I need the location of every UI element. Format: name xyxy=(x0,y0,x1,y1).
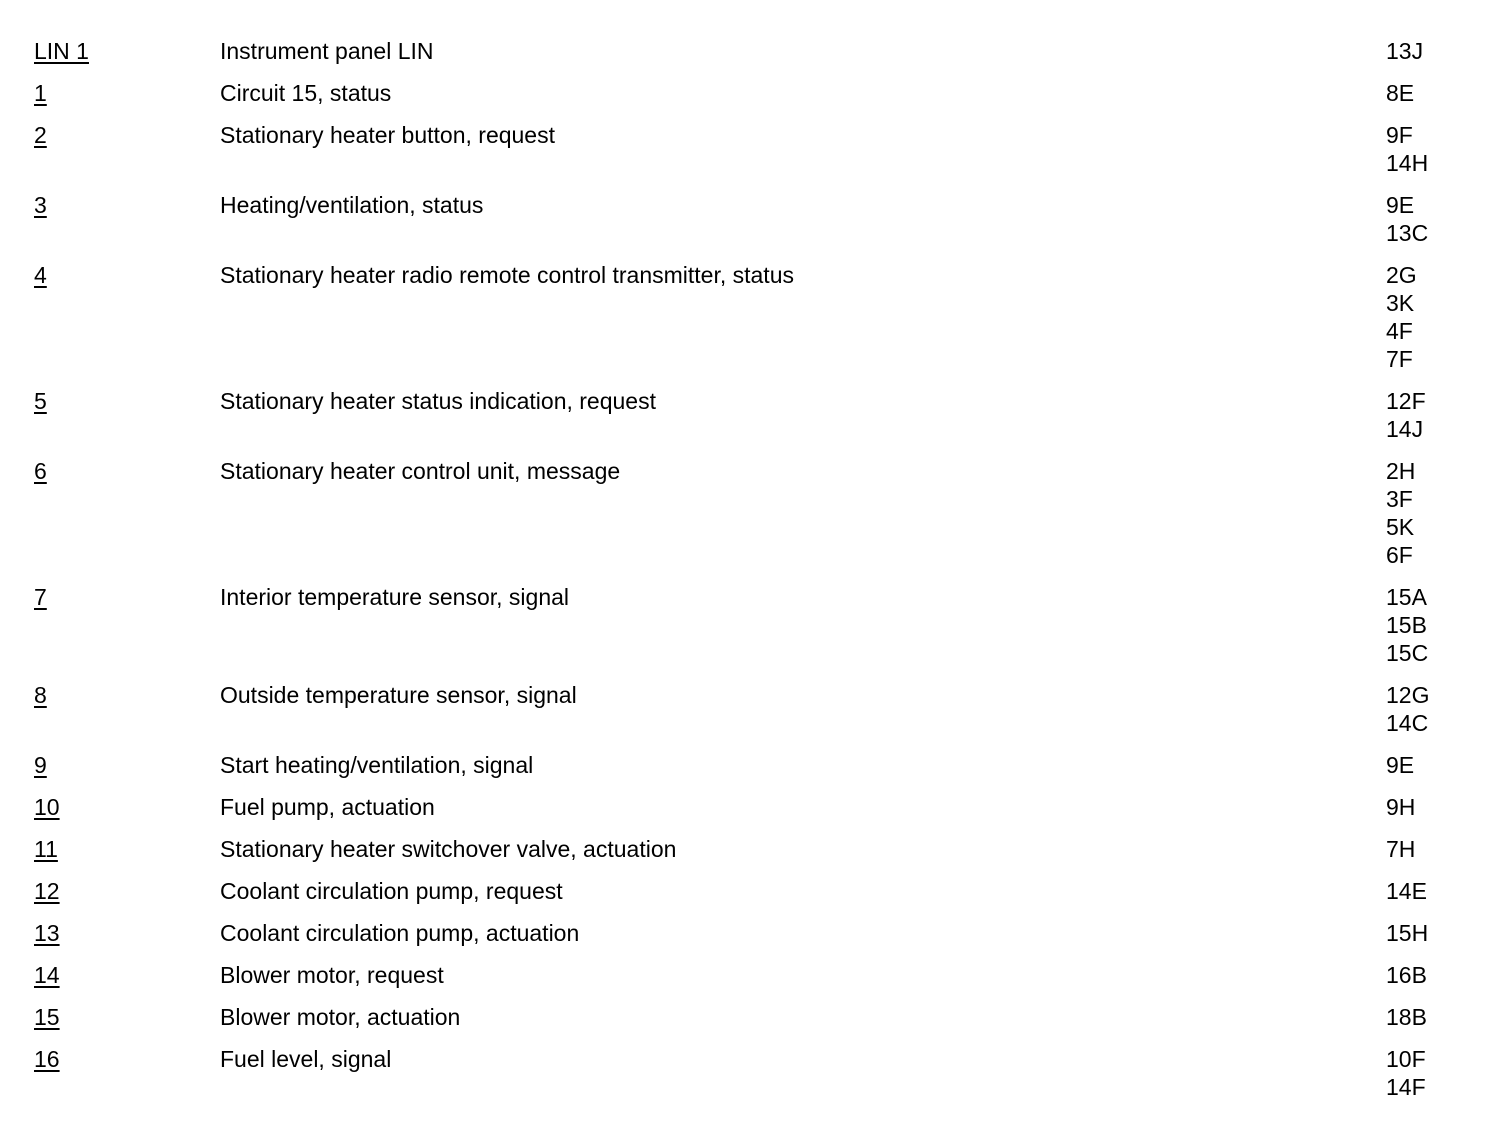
signal-id-link[interactable]: 6 xyxy=(34,458,47,484)
signal-description: Fuel pump, actuation xyxy=(220,794,435,820)
legend-row xyxy=(34,751,1474,793)
legend-row xyxy=(34,37,1474,79)
signal-id-link[interactable]: 16 xyxy=(34,1046,60,1072)
grid-reference: 15B xyxy=(1386,612,1427,638)
signal-description: Coolant circulation pump, request xyxy=(220,878,563,904)
grid-reference: 3K xyxy=(1386,290,1415,316)
signal-description: Instrument panel LIN xyxy=(220,38,434,64)
grid-reference: 12F xyxy=(1386,388,1426,414)
signal-description: Interior temperature sensor, signal xyxy=(220,584,570,610)
signal-description: Stationary heater radio remote control transmitter, status xyxy=(220,262,794,288)
signal-id-link[interactable]: 4 xyxy=(34,262,47,288)
grid-reference-list xyxy=(1386,191,1474,247)
grid-reference: 13C xyxy=(1386,220,1429,246)
grid-reference-list xyxy=(1386,37,1474,65)
grid-reference: 14H xyxy=(1386,150,1429,176)
grid-reference: 14J xyxy=(1386,416,1424,442)
signal-id-link[interactable]: 2 xyxy=(34,122,47,148)
grid-reference: 12G xyxy=(1386,682,1430,708)
signal-id-link[interactable]: 1 xyxy=(34,80,47,106)
signal-description: Stationary heater button, request xyxy=(220,122,555,148)
grid-reference-list xyxy=(1386,387,1474,443)
signal-description: Blower motor, actuation xyxy=(220,1004,461,1030)
grid-reference: 15H xyxy=(1386,920,1429,946)
grid-reference-list xyxy=(1386,919,1474,947)
grid-reference: 6F xyxy=(1386,542,1413,568)
grid-reference-list xyxy=(1386,877,1474,905)
grid-reference: 14C xyxy=(1386,710,1429,736)
signal-id-link[interactable]: 14 xyxy=(34,962,60,988)
grid-reference: 16B xyxy=(1386,962,1427,988)
legend-row xyxy=(34,961,1474,1003)
grid-reference: 9E xyxy=(1386,752,1415,778)
legend-row xyxy=(34,877,1474,919)
grid-reference: 9H xyxy=(1386,794,1416,820)
signal-id-link[interactable]: 10 xyxy=(34,794,60,820)
legend-row xyxy=(34,835,1474,877)
signal-id-link[interactable]: 5 xyxy=(34,388,47,414)
grid-reference-list xyxy=(1386,121,1474,177)
grid-reference: 7F xyxy=(1386,346,1413,372)
grid-reference: 10F xyxy=(1386,1046,1426,1072)
legend-row xyxy=(34,583,1474,681)
grid-reference: 9E xyxy=(1386,192,1415,218)
grid-reference: 3F xyxy=(1386,486,1413,512)
signal-description: Start heating/ventilation, signal xyxy=(220,752,534,778)
signal-description: Stationary heater control unit, message xyxy=(220,458,621,484)
signal-description: Fuel level, signal xyxy=(220,1046,392,1072)
signal-description: Stationary heater status indication, request xyxy=(220,388,656,414)
signal-id-link[interactable]: 12 xyxy=(34,878,60,904)
legend-row xyxy=(34,1003,1474,1045)
signal-id-link[interactable]: 15 xyxy=(34,1004,60,1030)
signal-description: Outside temperature sensor, signal xyxy=(220,682,577,708)
grid-reference: 7H xyxy=(1386,836,1416,862)
legend-row xyxy=(34,121,1474,191)
legend-row xyxy=(34,1045,1474,1115)
signal-id-link[interactable]: 8 xyxy=(34,682,47,708)
grid-reference-list xyxy=(1386,793,1474,821)
legend-row xyxy=(34,681,1474,751)
signal-id-link[interactable]: 13 xyxy=(34,920,60,946)
grid-reference: 2H xyxy=(1386,458,1416,484)
legend-row xyxy=(34,919,1474,961)
grid-reference-list xyxy=(1386,751,1474,779)
grid-reference-list xyxy=(1386,261,1474,373)
grid-reference-list xyxy=(1386,1045,1474,1101)
legend-row xyxy=(34,793,1474,835)
grid-reference-list xyxy=(1386,457,1474,569)
grid-reference: 13J xyxy=(1386,38,1424,64)
signal-id-link[interactable]: 9 xyxy=(34,752,47,778)
grid-reference: 18B xyxy=(1386,1004,1427,1030)
grid-reference: 2G xyxy=(1386,262,1417,288)
grid-reference-list xyxy=(1386,961,1474,989)
grid-reference-list xyxy=(1386,583,1474,667)
grid-reference: 5K xyxy=(1386,514,1415,540)
signal-id-link[interactable]: LIN 1 xyxy=(34,38,89,64)
grid-reference: 14F xyxy=(1386,1074,1426,1100)
grid-reference: 9F xyxy=(1386,122,1413,148)
grid-reference-list xyxy=(1386,681,1474,737)
signal-description: Blower motor, request xyxy=(220,962,444,988)
signal-id-link[interactable]: 11 xyxy=(34,836,58,862)
legend-row xyxy=(34,191,1474,261)
grid-reference-list xyxy=(1386,835,1474,863)
legend-row xyxy=(34,79,1474,121)
grid-reference: 15A xyxy=(1386,584,1427,610)
legend-row xyxy=(34,261,1474,387)
legend-row xyxy=(34,457,1474,583)
signal-description: Coolant circulation pump, actuation xyxy=(220,920,580,946)
signal-legend-table xyxy=(34,37,1474,1115)
signal-description: Heating/ventilation, status xyxy=(220,192,484,218)
signal-id-link[interactable]: 7 xyxy=(34,584,47,610)
grid-reference: 8E xyxy=(1386,80,1415,106)
signal-description: Circuit 15, status xyxy=(220,80,392,106)
signal-description: Stationary heater switchover valve, actuation xyxy=(220,836,677,862)
legend-row xyxy=(34,387,1474,457)
grid-reference: 14E xyxy=(1386,878,1427,904)
grid-reference-list xyxy=(1386,79,1474,107)
grid-reference-list xyxy=(1386,1003,1474,1031)
grid-reference: 15C xyxy=(1386,640,1429,666)
grid-reference: 4F xyxy=(1386,318,1413,344)
signal-id-link[interactable]: 3 xyxy=(34,192,47,218)
